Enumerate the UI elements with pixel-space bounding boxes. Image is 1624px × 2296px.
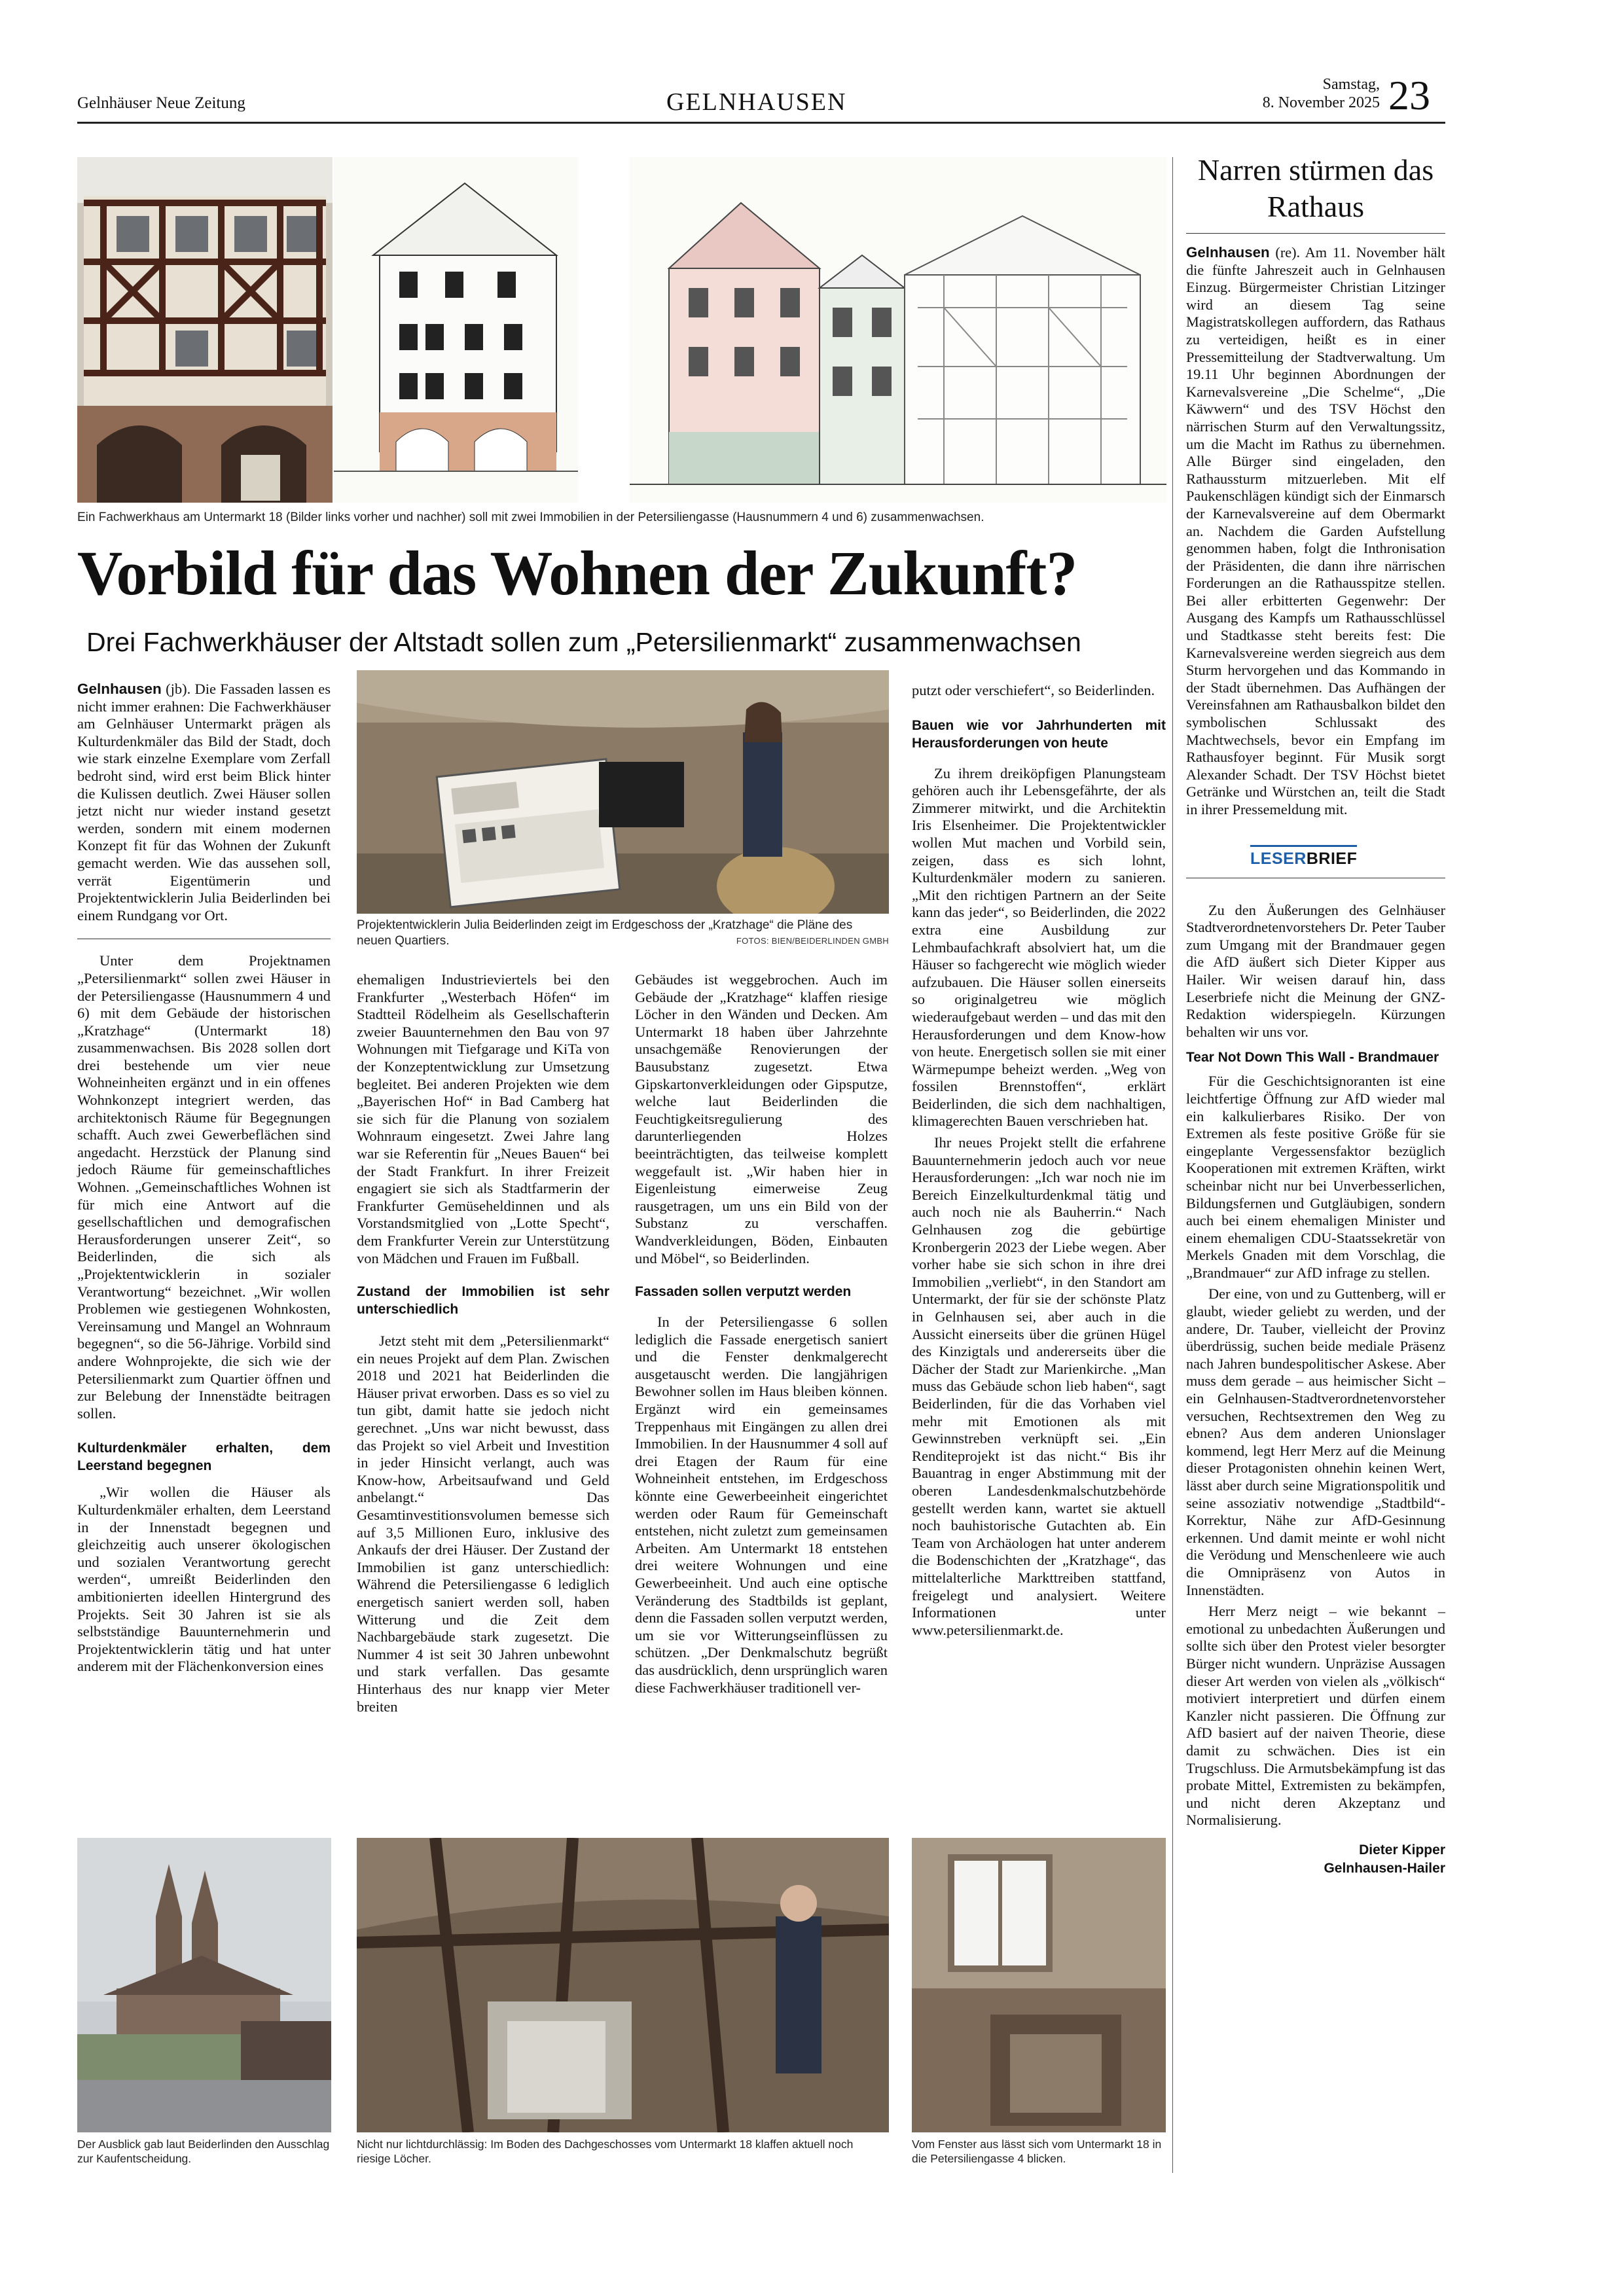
photo-attic-holes [357,1838,889,2132]
article-paragraph: „Wir wollen die Häuser als Kulturdenkmäler erhalten, dem Leerstand in der Innenstadt begegnen und gleichzeitig auch unserer ökologischen und sozialen Verantwortung gerecht werden“, umreißt Beiderlinden den ambitionierten ideellen Hintergrund des Projekts. Seit 30 Jahren ist sie als selbstständige Bauunternehmerin und Projektentwicklerin tätig und hat unter anderem mit der Flächenkonversion eines [77,1484,331,1675]
photo-window-view [912,1838,1166,2132]
article-intro: (jb). Die Fassaden lassen es nicht immer erahnen: Die Fachwerkhäuser am Gelnhäuser Untermarkt prägen als Kulturdenkmäler das Bild der Stadt, doch wie stark einzelne Exemplare vom Zerfall bedroht sind, wird erst beim Blick hinter die Kulissen deutlich. Zwei Häuser sollen jetzt nicht nur wieder instand gesetzt werden, sondern mit einem modernen Konzept fit für das Wohnen der Zukunft gemacht werden. Wie das aussehen soll, verrät Eigentümerin und Projektentwicklerin Julia Beiderlinden bei einem Rundgang vor Ort. [77,681,331,924]
leserbrief-label-part1: LESER [1250,849,1307,868]
subheading-bauen: Bauen wie vor Jahrhunderten mit Herausforderungen von heute [912,717,1166,751]
subheading-fassaden: Fassaden sollen verputzt werden [635,1284,852,1300]
article-headline: Vorbild für das Wohnen der Zukunft? [77,538,1077,608]
letter [1186,902,1445,1829]
article-paragraph: Zu ihrem dreiköpfigen Planungsteam gehören auch ihr Lebensgefährte, der als Zimmerer mitwirkt, und die Architektin Iris Elsenheimer. Die Projektentwickler wollen Mut machen und Vorbild sein, zeigen, dass es sich lohnt, Kulturdenkmäler modern zu sanieren. „Mit den richtigen Partnern an der Seite kann das jeder“, so Beiderlinden, die 2022 extra eine Ausbildung zur Lehmbaufachkraft absolviert hat, um die Häuser so fachgerecht wie möglich wieder aufzubauen. Die Häuser sollen einerseits so originalgetreu wie möglich wiederaufgebaut werden – und das mit den Herausforderungen und dem Know-how von heute. Energetisch sollen sie mit einer Wärmepumpe beheizt werden. „Weg von fossilen Brennstoffen“, erklärt Beiderlinden, die sich dem nachhaltigen, klimagerechten Bauen verschrieben hat. [912,764,1166,1130]
sidebar-news-text: (re). Am 11. November hält die fünfte Jahreszeit auch in Gelnhausen Einzug. Bürgermeister Christian Litzinger wird an diesem Tag seine Magistratskollegen auffordern, das Rathaus zu verteidigen, heißt es in einer Pressemitteilung der Stadtverwaltung. Um 19.11 Uhr beginnen Abordnungen der Karnevalsvereine „Die Schelme“, „Die Käwwern“ und des TSV Höchst den närrischen Sturm auf den Verwaltungssitz, um die Macht im Rathus zu übernehmen. Alle Bürger sind eingeladen, den Rathaussturm mitzuerleben. Mit elf Paukenschlägen kündigt sich der Einmarsch der Karnevalsvereine auf dem Obermarkt an. Nachdem die Garden Aufstellung genommen haben, folgt die Inthronisation der Präsidenten, die dann ihre närrischen Forderungen an die Rathausspitze stellen. Bei aller erbitterten Gegenwehr: Der Ausgang des Kampfs um Rathausschlüssel und Stadtkasse steht bereits fest: Die Karnevalsvereine werden siegreich aus dem Sturm hervorgehen und das Kommando in der Stadt übernehmen. Das Aufhängen der Vereinsfahnen am Rathausbalkon bildet den symbolischen Schlussakt des Machtwechsels, bevor ein Empfang im Rathausfoyer beginnt. Für Musik sorgt Alexander Schadt. Der TSV Höchst bietet Getränke und Würstchen an, teilt die Stadt in ihrer Pressemeldung mit. [1186,244,1445,817]
sidebar [1186,152,1445,1876]
bottom-left-caption: Der Ausblick gab laut Beiderlinden den Ausschlag zur Kaufentscheidung. [77,2138,330,2165]
article-paragraph: Unter dem Projektnamen „Petersilienmarkt“ sollen zwei Häuser in der Petersiliengasse (Hausnummern 4 und 6) mit dem Gebäude der historischen „Kratzhage“ (Untermarkt 18) zusammenwachsen. Bis 2028 sollen dort drei bestehende um vier neue Wohneinheiten ergänzt und in ein offenes Wohnkonzept integriert werden, das architektonisch Räume für Begegnungen schafft. Auch zwei Gewerbeflächen sind angedacht. Herzstück der Planung sind jedoch Räume für gemeinschaftliches Wohnen. „Gemeinschaftliches Wohnen ist für mich eine Antwort auf die gesellschaftlichen und demografischen Herausforderungen unserer Zeit“, so Beiderlinden, die sich als „Projektentwicklerin in sozialer Verantwortung“ bezeichnet. „Wir wollen Problemen wie gestiegenen Wohnkosten, Vereinsamung und Mangel an Wohnraum begegnen“, so die 56-Jährige. Vorbild sind andere Wohnprojekte, die sich wie der Petersilienmarkt zum Quartier öffnen und zur Belebung der Innenstädte beitragen sollen. [77,952,331,1422]
letter-paragraph: Herr Merz neigt – wie bekannt – emotional zu unbedachten Äußerungen und sollte sich über den Protest vieler besorgter Bürger nicht wundern. Unpräzise Aussagen dieser Art werden von vielen als „völkisch“ motiviert interpretiert und dürfen einem Kanzler nicht passieren. Die Öffnung zur AfD basiert auf der naiven Theorie, diese damit zu schwächen. Dies ist ein Trugschluss. Die Armutsbekämpfung ist das probate Mittel, Extremisten zu bekämpfen, und nicht deren Akzeptanz und Normalisierung. [1186,1603,1445,1829]
letter-paragraph: Für die Geschichtsignoranten ist eine leichtfertige Öffnung zur AfD wieder mal ein kalkulierbares Risiko. Der von Extremen als feste positive Größe für sie eingeplante Vergessensfaktor bezüglich Kooperationen mit extremen Kräften, wirkt scheinbar nicht nur bei Unverbesserlichen, Bildungsfernen und Gutgläubigen, sondern auch bei einem ehemaligen Minister und einem ehemaligen CDU-Staatssekretär von Merkels Gnaden mit dem Vorschlag, die „Brandmauer“ zur AfD infrage zu stellen. [1186,1073,1445,1281]
article-paragraph: Jetzt steht mit dem „Petersilienmarkt“ ein neues Projekt auf dem Plan. Zwischen 2018 und 2021 hat Beiderlinden die Häuser privat erworben. Dass es so viel zu tun gibt, damit hatte sie jedoch nicht gerechnet. „Uns war nicht bewusst, dass das Projekt so viel Arbeit und Investition in jeder Hinsicht verlangt, auch was Know-how, Arbeitsaufwand und Geld anbelangt.“ Das Gesamtinvestitionsvolumen bemesse sich auf 3,5 Millionen Euro, inklusive des Ankaufs der drei Häuser. Der Zustand der Immobilien ist ganz unterschiedlich: Während die Petersiliengasse 6 lediglich energetisch saniert werden soll, haben Witterung und die Zeit dem Nachbargebäude stark zugesetzt. Die Nummer 4 ist seit 30 Jahren unbewohnt und stark verfallen. Das gesamte Hinterhaus des nur knapp vier Meter breiten [357,1333,609,1715]
letter-signature-name: Dieter Kipper [1359,1842,1445,1857]
photo-petersiliengasse-drawing [630,157,1166,503]
bottom-mid-caption: Nicht nur lichtdurchlässig: Im Boden des Dachgeschosses vom Untermarkt 18 klaffen aktuell noch riesige Löcher. [357,2138,854,2165]
photo-view-marienkirche [77,1838,331,2132]
masthead [77,72,1445,120]
subheading-zustand: Zustand der Immobilien ist sehr unterschiedlich [357,1284,609,1318]
sidebar-headline: Narren stürmen das Rathaus [1197,153,1434,223]
article-paragraph: putzt oder verschiefert“, so Beiderlinden. [912,682,1155,698]
page-number: 23 [1388,72,1430,118]
article-subheadline: Drei Fachwerkhäuser der Altstadt sollen zum „Petersilienmarkt“ zusammenwachsen [86,627,1081,657]
article-paragraph: ehemaligen Industrieviertels bei den Frankfurter „Westerbach Höfen“ im Stadtteil Rödelheim als Gesellschafterin zweier Bauunternehmen den Bau von 97 Wohnungen mit Tiefgarage und KiTa von der Konzeptentwicklung zur Umsetzung begleitet. Bei anderen Projekten wie dem „Bayerischen Hof“ in Bad Camberg hat sie sich für die Planung von sozialem Wohnraum eingesetzt. Zwei Jahre lang war sie Referentin für „Neues Bauen“ bei der Stadt Frankfurt. In ihrer Freizeit engagiert sie sich als Stadtfarmerin der Frankfurter Gemüseheldinnen und als Vorstandsmitglied von „Lotte Specht“, dem Frankfurter Verein zur Unterstützung von Mädchen und Frauen im Fußball. [357,971,609,1266]
paper-name: Gelnhäuser Neue Zeitung [77,94,245,112]
header-rule [77,122,1445,124]
sidebar-news [1186,244,1445,819]
article-column-3 [635,971,888,1696]
sidebar-headline-rule [1186,233,1445,234]
photo-center-caption: Projektentwicklerin Julia Beiderlinden zeigt im Erdgeschoss der „Kratzhage“ die Pläne des neuen Quartiers. [357,918,853,948]
article-column-2 [357,971,609,1715]
letter-intro: Zu den Äußerungen des Gelnhäuser Stadtverordnetenvorstehers Dr. Peter Tauber zum Umgang mit der Brandmauer gegen die AfD äußert sich Dieter Kipper aus Hailer. Wir weisen darauf hin, dass Leserbriefe nicht die Meinung der GNZ-Redaktion widerspiegeln. Kürzungen behalten wir uns vor. [1186,901,1445,1040]
leserbrief-label-part2: BRIEF [1306,849,1358,868]
article-paragraph: Ihr neues Projekt stellt die erfahrene Bauunternehmerin jedoch auch vor neue Herausforderungen: „Ich war noch nie im Bereich Einzelkulturdenkmal tätig und auch noch nie als Bauherrin.“ Nach Gelnhausen zog die gebürtige Kronbergerin 2023 der Liebe wegen. Aber vorher habe sie sich schon in ihre drei Immobilien „verliebt“, in den Standort am Untermarkt, der für sie der schönste Platz in Gelnhausen sei, aber auch in die Aussicht einerseits über die grünen Hügel des Kinzigtals und andererseits über die Dächer der Stadt zur Marienkirche. „Man muss das Gebäude schon lieb haben“, sagt Beiderlinden, für die das Vorhaben viel mehr mit Emotionen als mit Gewinnstreben verknüpft sei. „Ein Renditeprojekt ist das nicht.“ Bis ihr Bauantrag in enger Abstimmung mit der oberen Landesdenkmalschutzbehörde gestellt werden kann, wartet sie aktuell noch bauhistorische Gutachten ab. Ein Team von Archäologen hat unter anderem die Bodenschichten der „Kratzhage“, das mittelalterliche Markttreiben stattfand, freigelegt und analysiert. Weitere Informationen unter www.petersilienmarkt.de. [912,1134,1166,1638]
letter-paragraph: Der eine, von und zu Guttenberg, will er glaubt, wieder geliebt zu werden, und der andere, Dr. Tauber, vielleicht der Provinz überdrüssig, suchen beide mediale Präsenz nach Jahren bundespolitischer Askese. Aber muss dem gerade – aus heimischer Sicht – ein Gelnhausen-Stadtverordnetenvorsteher versuchen, Rechtsextremen den Weg zu ebnen? Aus dem anderen Unionslager kommend, legt Herr Merz auf die Meinung dieser Protagonisten ohnehin keinen Wert, lässt aber durch seine Migrationspolitik und seine assoziativ notwendige „Stadtbild“-Korrektur, Nähe zur AfD-Gesinnung erkennen. Und damit meinte er wohl nicht die Verödung und Menschenleere wie auch die Omnipräsenz von Autos in Innenstädten. [1186,1285,1445,1598]
photo-beiderlinden-plans [357,670,889,914]
article-column-1 [77,681,331,1676]
article-paragraph: Gebäudes ist weggebrochen. Auch im Gebäude der „Kratzhage“ klaffen riesige Löcher in den Wänden und Decken. Am Untermarkt 18 haben über Jahrzehnte unsachgemäße Renovierungen der Bausubstanz zugesetzt. Etwa Gipskartonverkleidungen oder Gipsputze, welche laut Beiderlinden die Feuchtigkeitsregulierung des darunterliegenden Holzes beeinträchtigten, das teilweise komplett weggefault ist. „Wir haben hier in Eigenleistung eimerweise Zeug rausgetragen, um uns ein Bild von der Substanz zu verschaffen. Wandverkleidungen, Böden, Einbauten und Möbel“, so Beiderlinden. [635,971,888,1266]
sidebar-divider [1172,157,1173,2173]
top-photos-caption: Ein Fachwerkhaus am Untermarkt 18 (Bilder links vorher und nachher) soll mit zwei Immobilien in der Petersiliengasse (Hausnummern 4 und 6) zusammenwachsen. [77,511,984,524]
subheading-kulturdenkmaeler: Kulturdenkmäler erhalten, dem Leerstand begegnen [77,1441,331,1474]
issue-date: 8. November 2025 [1262,94,1380,111]
article-column-4 [912,682,1166,1639]
sidebar-dateline: Gelnhausen [1186,244,1270,260]
section-title: GELNHAUSEN [666,88,847,116]
issue-day: Samstag, [1322,76,1380,93]
bottom-right-caption: Vom Fenster aus lässt sich vom Untermarkt 18 in die Petersiliengasse 4 blicken. [912,2138,1162,2165]
photo-untermarkt-after-drawing [334,157,578,503]
photo-untermarkt-before [77,157,333,503]
photo-credit: FOTOS: BIEN/BEIDERLINDEN GMBH [736,936,889,946]
letter-signature-place: Gelnhausen-Hailer [1324,1860,1445,1876]
article-dateline: Gelnhausen [77,681,162,697]
article-paragraph: In der Petersiliengasse 6 sollen lediglich die Fassade energetisch saniert und die Fenster denkmalgerecht ausgetauscht werden. Die langjährigen Bewohner sollen im Haus bleiben können. Ergänzt wird ein gemeinsames Treppenhaus mit Eingängen zu allen drei Immobilien. In der Hausnummer 4 soll auf drei Etagen der Raum für eine Wohneinheit entstehen, im Erdgeschoss könnte eine Gewerbeeinheit eingerichtet werden oder Raum für Gemeinschaft entstehen, nicht zuletzt zum gemeinsamen Arbeiten. Am Untermarkt 18 entstehen drei weitere Wohnungen und eine Gewerbeeinheit. Und auch eine optische Veränderung des Stadtbilds ist geplant, denn die Fassaden sollen verputzt werden, um sie vor Witterungseinflüssen zu schützen. „Der Denkmalschutz begrüßt das ausdrücklich, denn ursprünglich waren diese Fachwerkhäuser traditionell ver- [635,1314,888,1696]
letter-title: Tear Not Down This Wall - Brandmauer [1186,1050,1439,1066]
leserbrief-label [1250,845,1357,869]
